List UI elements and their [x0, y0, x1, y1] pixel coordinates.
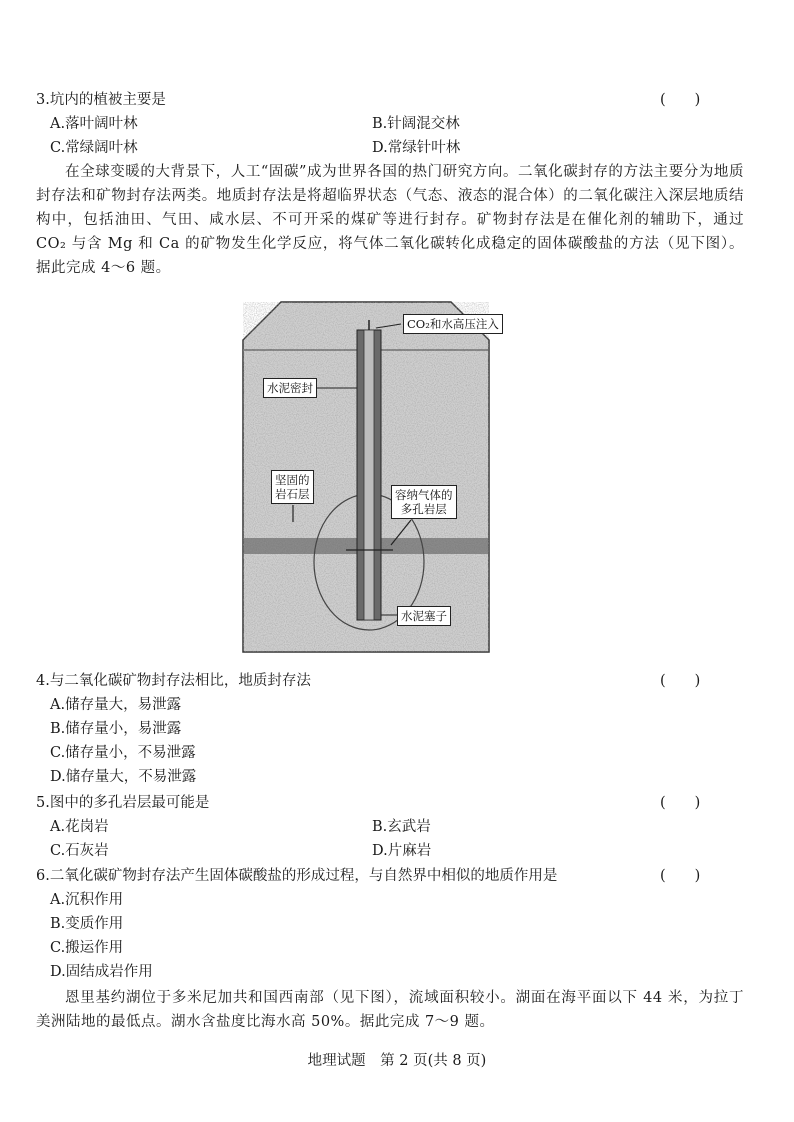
q5-option-b: B.玄武岩: [372, 819, 431, 835]
q6-option-a: A.沉积作用: [50, 892, 124, 908]
q6-option-c: C.搬运作用: [50, 940, 124, 956]
page-footer: 地理试题 第 2 页(共 8 页): [307, 1053, 487, 1069]
q4-option-b: B.储存量小，易泄露: [50, 721, 182, 737]
q4-answer-paren: ( ): [660, 673, 701, 689]
label-cement-seal: 水泥密封: [263, 378, 317, 398]
q3-stem: 3.坑内的植被主要是: [36, 92, 166, 108]
q4-option-c: C.储存量小，不易泄露: [50, 745, 196, 761]
q6-option-b: B.变质作用: [50, 916, 124, 932]
q3-option-c: C.常绿阔叶林: [50, 140, 138, 156]
label-cement-plug: 水泥塞子: [397, 606, 451, 626]
q3-option-d: D.常绿针叶林: [372, 140, 461, 156]
carbon-storage-diagram: [241, 300, 499, 654]
label-solid-rock-line1: 坚固的: [275, 473, 310, 487]
q5-option-d: D.片麻岩: [372, 843, 432, 859]
q5-option-a: A.花岗岩: [50, 819, 109, 835]
q4-option-a: A.储存量大，易泄露: [50, 697, 182, 713]
label-porous-rock-line2: 多孔岩层: [400, 502, 447, 516]
passage-carbon-storage: 在全球变暖的大背景下，人工“固碳”成为世界各国的热门研究方向。二氧化碳封存的方法主要分为地质封存法和矿物封存法两类。地质封存法是将超临界状态（气态、液态的混合体）的二氧化碳注入深层地质结构中，包括油田、气田、咸水层、不可开采的煤矿等进行封存。矿物封存法是在催化剂的辅助下，通过 CO₂ 与含 Mg 和 Ca 的矿物发生化学反应，将气体二氧化碳转化成稳定的固体碳酸盐的方法（见下图）。据此完成 4～6 题。: [36, 164, 744, 276]
q3-option-b: B.针阔混交林: [372, 116, 460, 132]
label-solid-rock: [271, 470, 314, 504]
q4-option-d: D.储存量大，不易泄露: [50, 769, 197, 785]
q5-stem: 5.图中的多孔岩层最可能是: [36, 795, 210, 811]
q6-stem: 6.二氧化碳矿物封存法产生固体碳酸盐的形成过程，与自然界中相似的地质作用是: [36, 868, 558, 884]
q3-option-a: A.落叶阔叶林: [50, 116, 138, 132]
label-porous-rock: [391, 485, 457, 519]
q5-answer-paren: ( ): [660, 795, 701, 811]
q6-answer-paren: ( ): [660, 868, 701, 884]
q5-option-c: C.石灰岩: [50, 843, 109, 859]
label-porous-rock-line1: 容纳气体的: [395, 488, 453, 502]
label-co2-injection: CO₂和水高压注入: [403, 314, 503, 334]
q4-stem: 4.与二氧化碳矿物封存法相比，地质封存法: [36, 673, 311, 689]
label-solid-rock-line2: 岩石层: [275, 487, 310, 501]
q6-option-d: D.固结成岩作用: [50, 964, 153, 980]
passage-lake-enriquillo: 恩里基约湖位于多米尼加共和国西南部（见下图），流域面积较小。湖面在海平面以下 44 米，为拉丁美洲陆地的最低点。湖水含盐度比海水高 50%。据此完成 7～9 题。: [36, 990, 744, 1030]
q3-answer-paren: ( ): [660, 92, 701, 108]
